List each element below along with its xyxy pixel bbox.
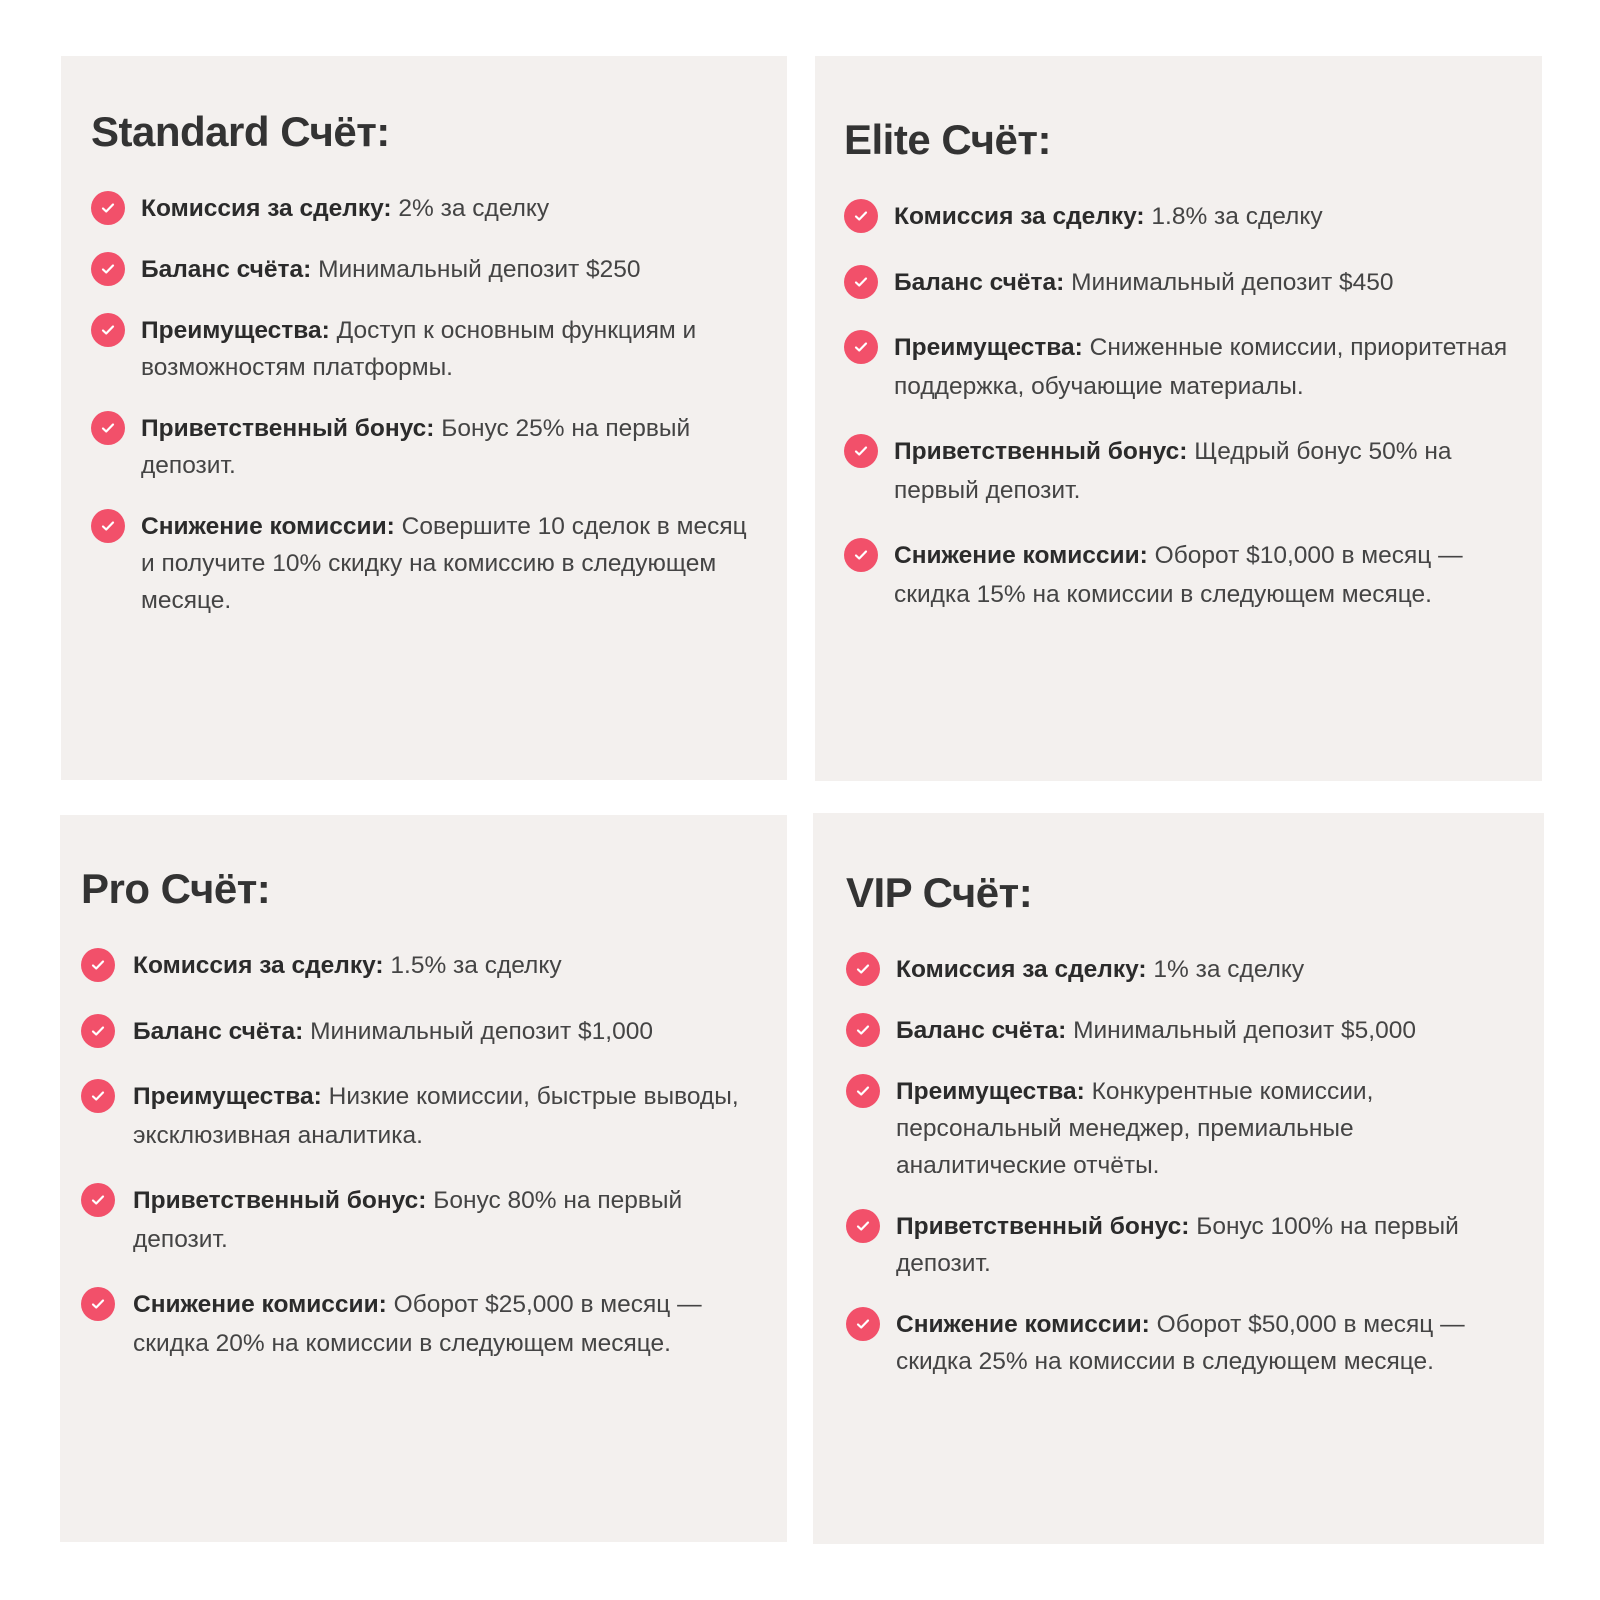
feature-value: Оборот $25,000 в месяц — скидка 20% на комиссии в следующем месяце.: [133, 1291, 702, 1357]
feature-value: Минимальный депозит $250: [311, 256, 641, 283]
feature-text: [896, 1306, 1524, 1380]
feature-value: 2% за сделку: [391, 195, 550, 222]
check-circle-icon: [846, 952, 880, 986]
feature-value: Минимальный депозит $5,000: [1066, 1017, 1416, 1044]
check-circle-icon: [91, 313, 125, 347]
feature-text: [896, 1012, 1416, 1049]
check-circle-icon: [844, 330, 878, 364]
feature-item: [81, 947, 767, 986]
feature-text: [133, 1182, 767, 1259]
feature-text: [894, 433, 1522, 510]
feature-item: [81, 1182, 767, 1259]
check-circle-icon: [91, 509, 125, 543]
feature-value: Совершите 10 сделок в месяц и получите 10% скидку на комиссию в следующем месяце.: [141, 513, 747, 614]
feature-label: Снижение комиссии:: [133, 1291, 387, 1318]
feature-value: Бонус 100% на первый депозит.: [896, 1213, 1459, 1277]
feature-label: Комиссия за сделку:: [894, 203, 1145, 230]
feature-value: Низкие комиссии, быстрые выводы, эксклюзивная аналитика.: [133, 1083, 739, 1149]
feature-text: [141, 508, 757, 619]
feature-label: Баланс счёта:: [141, 256, 312, 283]
check-circle-icon: [844, 434, 878, 468]
feature-value: Оборот $10,000 в месяц — скидка 15% на комиссии в следующем месяце.: [894, 542, 1463, 608]
feature-text: [894, 198, 1323, 237]
feature-item: [91, 410, 757, 484]
feature-label: Приветственный бонус:: [894, 438, 1188, 465]
check-circle-icon: [844, 199, 878, 233]
feature-item: [81, 1286, 767, 1363]
feature-value: Доступ к основным функциям и возможностям платформы.: [141, 317, 697, 381]
feature-text: [133, 1286, 767, 1363]
check-circle-icon: [81, 1287, 115, 1321]
feature-text: [894, 537, 1522, 614]
check-circle-icon: [846, 1074, 880, 1108]
feature-label: Приветственный бонус:: [133, 1187, 427, 1214]
account-card-elite: [815, 56, 1542, 781]
feature-item: [846, 1012, 1524, 1049]
card-title: Standard Счёт:: [91, 108, 390, 155]
card-title: Elite Счёт:: [844, 116, 1051, 163]
feature-label: Комиссия за сделку:: [141, 195, 392, 222]
feature-text: [133, 947, 562, 986]
feature-label: Снижение комиссии:: [141, 513, 395, 540]
feature-text: [133, 1013, 653, 1052]
check-circle-icon: [81, 1079, 115, 1113]
feature-value: 1% за сделку: [1146, 956, 1305, 983]
check-circle-icon: [81, 1014, 115, 1048]
feature-text: [896, 1073, 1524, 1184]
check-circle-icon: [91, 252, 125, 286]
feature-text: [141, 312, 757, 386]
feature-text: [896, 1208, 1524, 1282]
feature-label: Приветственный бонус:: [141, 415, 435, 442]
card-title: Pro Счёт:: [81, 865, 271, 912]
check-circle-icon: [81, 1183, 115, 1217]
feature-text: [896, 951, 1304, 988]
feature-text: [894, 264, 1394, 303]
feature-text: [133, 1078, 767, 1155]
feature-label: Баланс счёта:: [133, 1017, 304, 1045]
feature-label: Баланс счёта:: [894, 268, 1065, 296]
feature-value: Бонус 80% на первый депозит.: [133, 1187, 683, 1253]
feature-label: Преимущества:: [894, 334, 1083, 361]
feature-value: 1.5% за сделку: [383, 952, 562, 979]
feature-label: Преимущества:: [141, 317, 330, 344]
feature-item: [91, 251, 757, 288]
feature-label: Комиссия за сделку:: [133, 952, 384, 979]
check-circle-icon: [91, 411, 125, 445]
card-title: VIP Счёт:: [846, 869, 1033, 916]
feature-label: Преимущества:: [896, 1078, 1085, 1105]
feature-item: [91, 190, 757, 227]
check-circle-icon: [846, 1209, 880, 1243]
feature-item: [844, 433, 1522, 510]
feature-label: Снижение комиссии:: [894, 542, 1148, 569]
feature-item: [844, 329, 1522, 406]
account-card-standard: [61, 56, 787, 780]
feature-item: [81, 1078, 767, 1155]
feature-item: [846, 1306, 1524, 1380]
check-circle-icon: [846, 1307, 880, 1341]
feature-item: [844, 537, 1522, 614]
feature-label: Комиссия за сделку:: [896, 956, 1147, 983]
feature-value: Щедрый бонус 50% на первый депозит.: [894, 438, 1452, 504]
feature-label: Баланс счёта:: [896, 1017, 1067, 1044]
check-circle-icon: [846, 1013, 880, 1047]
feature-item: [81, 1013, 767, 1052]
feature-text: [141, 251, 641, 288]
feature-item: [846, 951, 1524, 988]
feature-label: Приветственный бонус:: [896, 1213, 1190, 1240]
feature-value: Минимальный депозит $1,000: [303, 1017, 653, 1045]
feature-label: Преимущества:: [133, 1083, 322, 1110]
check-circle-icon: [844, 265, 878, 299]
feature-text: [894, 329, 1522, 406]
feature-item: [844, 198, 1522, 237]
account-card-vip: [813, 813, 1544, 1544]
feature-item: [91, 312, 757, 386]
feature-item: [846, 1208, 1524, 1282]
feature-value: Конкурентные комиссии, персональный менеджер, премиальные аналитические отчёты.: [896, 1078, 1374, 1179]
check-circle-icon: [844, 538, 878, 572]
feature-value: Бонус 25% на первый депозит.: [141, 415, 691, 479]
feature-value: Сниженные комиссии, приоритетная поддержка, обучающие материалы.: [894, 334, 1508, 400]
feature-value: 1.8% за сделку: [1144, 203, 1323, 230]
feature-item: [844, 264, 1522, 303]
feature-text: [141, 190, 549, 227]
check-circle-icon: [91, 191, 125, 225]
feature-value: Минимальный депозит $450: [1064, 268, 1394, 296]
feature-item: [846, 1073, 1524, 1184]
feature-item: [91, 508, 757, 619]
feature-label: Снижение комиссии:: [896, 1311, 1150, 1338]
check-circle-icon: [81, 948, 115, 982]
feature-text: [141, 410, 757, 484]
account-card-pro: [60, 815, 787, 1542]
feature-value: Оборот $50,000 в месяц — скидка 25% на комиссии в следующем месяце.: [896, 1311, 1465, 1375]
